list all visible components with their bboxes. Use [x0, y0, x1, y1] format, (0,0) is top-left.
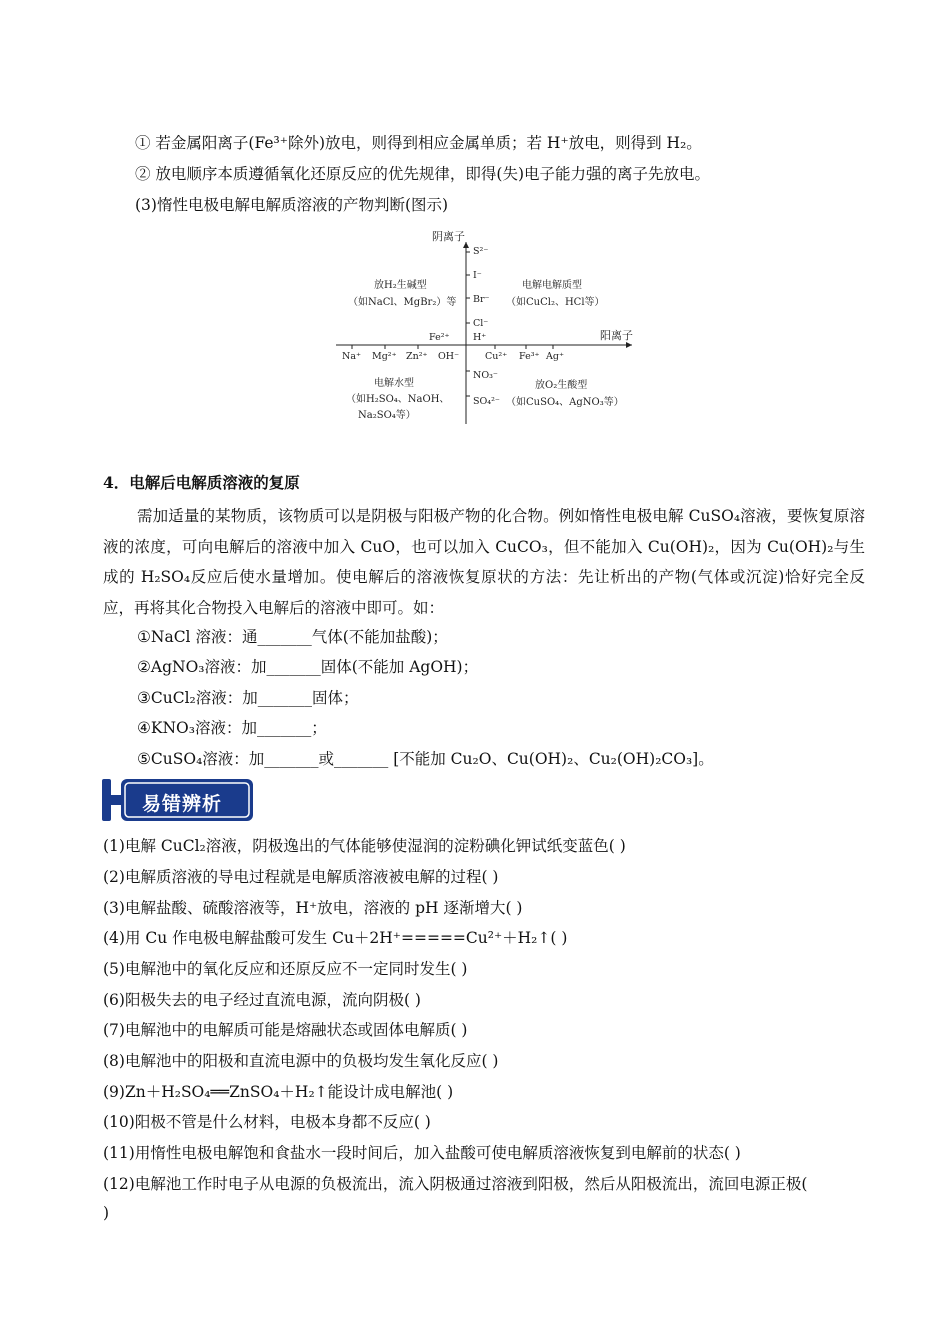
x-axis-label: 阳离子 [600, 329, 633, 342]
anion-oh: OH⁻ [438, 351, 460, 362]
restore-item-2: ②AgNO₃溶液：加_______固体(不能加 AgOH)； [137, 658, 479, 676]
q-upper-right-example: （如CuCl₂、HCl等） [506, 297, 605, 308]
note-1: ① 若金属阳离子(Fe³⁺除外)放电，则得到相应金属单质；若 H⁺放电，则得到 H₂。 [135, 134, 702, 152]
q-upper-right-title: 电解电解质型 [522, 280, 582, 291]
x-axis-arrow [626, 342, 632, 348]
q-lower-left-title: 电解水型 [374, 378, 414, 389]
anion-i: I⁻ [473, 270, 482, 281]
question-6: (6)阳极失去的电子经过直流电源，流向阴极( ) [103, 991, 421, 1009]
cation-h: H⁺ [473, 332, 487, 343]
question-12: (12)电解池工作时电子从电源的负极流出，流入阴极通过溶液到阳极，然后从阳极流出，流回电源正极( [103, 1175, 808, 1193]
cation-mg: Mg²⁺ [372, 351, 397, 362]
q-lower-left-example-2: Na₂SO₄等） [358, 410, 416, 421]
y-axis-label: 阴离子 [432, 230, 465, 243]
question-12-end: ) [103, 1204, 110, 1222]
question-1: (1)电解 CuCl₂溶液，阴极逸出的气体能够使湿润的淀粉碘化钾试纸变蓝色( ) [103, 837, 626, 855]
restore-item-5: ⑤CuSO₄溶液：加_______或_______ [不能加 Cu₂O、Cu(OH)₂、Cu₂(OH)₂CO₃]。 [137, 750, 714, 768]
cation-ag: Ag⁺ [546, 351, 564, 362]
question-4: (4)用 Cu 作电极电解盐酸可发生 Cu＋2H⁺=====Cu²⁺＋H₂↑( ) [103, 929, 568, 947]
question-2: (2)电解质溶液的导电过程就是电解质溶液被电解的过程( ) [103, 868, 499, 886]
question-3: (3)电解盐酸、硫酸溶液等，H⁺放电，溶液的 pH 逐渐增大( ) [103, 899, 523, 917]
cation-fe2: Fe²⁺ [429, 332, 450, 343]
electrolysis-product-diagram [330, 228, 640, 428]
question-10: (10)阳极不管是什么材料，电极本身都不反应( ) [103, 1113, 431, 1131]
q-upper-left-example: （如NaCl、MgBr₂）等 [348, 297, 457, 308]
q-lower-right-title: 放O₂生酸型 [535, 380, 588, 391]
question-9: (9)Zn＋H₂SO₄══ZnSO₄＋H₂↑能设计成电解池( ) [103, 1083, 454, 1101]
cation-fe3: Fe³⁺ [519, 351, 540, 362]
q-lower-right-example: （如CuSO₄、AgNO₃等） [506, 397, 624, 408]
anion-s2: S²⁻ [473, 246, 489, 257]
section4-paragraph: 需加适量的某物质，该物质可以是阴极与阳极产物的化合物。例如惰性电极电解 CuSO₄溶液，要恢复原溶液的浓度，可向电解后的溶液中加入 CuO，也可以加入 CuCO₃，但不能加入 Cu(OH)₂，因为 Cu(OH)₂与生成的 H₂SO₄反应后使水量增加。使电解后的溶液恢复原状的方法：先让析出的产物(气体或沉淀)恰好完全反应，再将其化合物投入电解后的溶液中即可。如： [103, 507, 865, 617]
q-upper-left-title: 放H₂生碱型 [374, 280, 427, 291]
anion-so4: SO₄²⁻ [473, 396, 500, 407]
q-lower-left-example-1: （如H₂SO₄、NaOH、 [346, 394, 450, 405]
restore-item-4: ④KNO₃溶液：加_______； [137, 719, 327, 737]
restore-item-3: ③CuCl₂溶液：加_______固体； [137, 689, 359, 707]
question-11: (11)用惰性电极电解饱和食盐水一段时间后，加入盐酸可使电解质溶液恢复到电解前的状态( ) [103, 1144, 741, 1162]
question-7: (7)电解池中的电解质可能是熔融状态或固体电解质( ) [103, 1021, 468, 1039]
anion-no3: NO₃⁻ [473, 370, 498, 381]
note-2: ② 放电顺序本质遵循氧化还原反应的优先规律，即得(失)电子能力强的离子先放电。 [135, 165, 711, 183]
cation-zn: Zn²⁺ [406, 351, 428, 362]
badge-label: 易错辨析 [142, 793, 223, 815]
question-8: (8)电解池中的阳极和直流电源中的负极均发生氧化反应( ) [103, 1052, 499, 1070]
restore-item-1: ①NaCl 溶液：通_______气体(不能加盐酸)； [137, 628, 448, 646]
cation-na: Na⁺ [342, 351, 361, 362]
section4-heading: 4．电解后电解质溶液的复原 [103, 473, 300, 492]
anion-br: Br⁻ [473, 294, 490, 305]
cation-cu: Cu²⁺ [485, 351, 508, 362]
question-5: (5)电解池中的氧化反应和还原反应不一定同时发生( ) [103, 960, 468, 978]
note-3: (3)惰性电极电解电解质溶液的产物判断(图示) [135, 196, 449, 214]
anion-cl: Cl⁻ [473, 318, 489, 329]
